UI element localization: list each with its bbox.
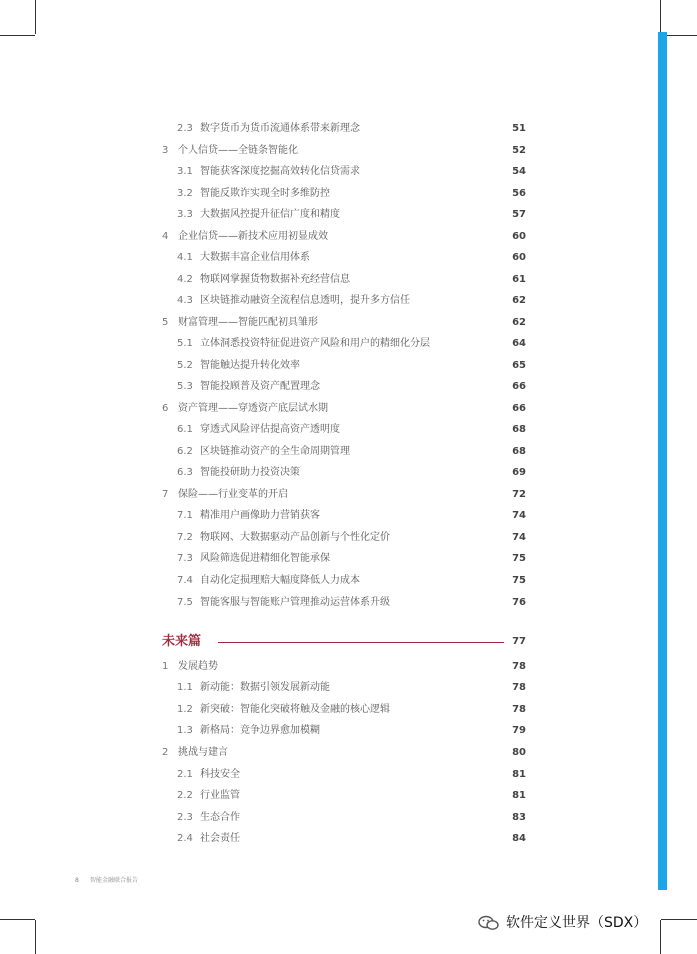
toc-row-number: 3.2 xyxy=(177,188,193,199)
toc-row-page: 66 xyxy=(512,381,526,392)
toc-row-page: 81 xyxy=(512,790,526,801)
toc-row-number: 5.1 xyxy=(177,338,193,349)
toc-row-title: 立体洞悉投资特征促进资产风险和用户的精细化分层 xyxy=(200,338,430,349)
toc-row-title: 财富管理——智能匹配初具雏形 xyxy=(178,317,318,328)
toc-row[interactable] xyxy=(0,379,697,395)
toc-row[interactable] xyxy=(0,336,697,352)
toc-row-number: 2.3 xyxy=(177,812,193,823)
toc-row[interactable] xyxy=(0,723,697,739)
toc-row-number: 7.4 xyxy=(177,575,193,586)
toc-row-title: 生态合作 xyxy=(200,812,240,823)
toc-row-page: 83 xyxy=(512,812,526,823)
toc-row[interactable] xyxy=(0,573,697,589)
toc-row-page: 74 xyxy=(512,532,526,543)
toc-row-number: 2.3 xyxy=(177,123,193,134)
toc-row-page: 78 xyxy=(512,682,526,693)
toc-row-page: 60 xyxy=(512,252,526,263)
toc-row[interactable] xyxy=(0,788,697,804)
toc-row-number: 6 xyxy=(162,403,169,414)
toc-row-number: 4.3 xyxy=(177,295,193,306)
toc-row-number: 7.5 xyxy=(177,597,193,608)
toc-row[interactable] xyxy=(0,659,697,675)
toc-row-title: 数字货币为货币流通体系带来新理念 xyxy=(200,123,360,134)
toc-row-number: 2.4 xyxy=(177,833,193,844)
toc-row-number: 4.2 xyxy=(177,274,193,285)
toc-row-number: 3 xyxy=(162,145,169,156)
toc-row-page: 66 xyxy=(512,403,526,414)
watermark-text: 软件定义世界（SDX） xyxy=(506,915,648,931)
toc-row-page: 84 xyxy=(512,833,526,844)
toc-row-page: 54 xyxy=(512,166,526,177)
toc-row-number: 7.1 xyxy=(177,510,193,521)
toc-row-title: 挑战与建言 xyxy=(178,747,228,758)
toc-row-title: 物联网、大数据驱动产品创新与个性化定价 xyxy=(200,532,390,543)
toc-row-page: 81 xyxy=(512,769,526,780)
toc-row[interactable] xyxy=(0,401,697,417)
toc-row[interactable] xyxy=(0,702,697,718)
toc-row[interactable] xyxy=(0,250,697,266)
toc-row-title: 区块链推动资产的全生命周期管理 xyxy=(200,446,350,457)
toc-row-title: 物联网掌握货物数据补充经营信息 xyxy=(200,274,350,285)
toc-row-page: 62 xyxy=(512,317,526,328)
toc-row[interactable] xyxy=(0,508,697,524)
toc-row[interactable] xyxy=(0,680,697,696)
toc-row-page: 64 xyxy=(512,338,526,349)
toc-row-number: 3.1 xyxy=(177,166,193,177)
toc-row-page: 74 xyxy=(512,510,526,521)
toc-row-page: 51 xyxy=(512,123,526,134)
toc-row-title: 智能投顾普及资产配置理念 xyxy=(200,381,320,392)
toc-row-page: 60 xyxy=(512,231,526,242)
footer-page-number: 8 xyxy=(75,877,79,884)
toc-row[interactable] xyxy=(0,422,697,438)
toc-row[interactable] xyxy=(0,272,697,288)
toc-row-title: 科技安全 xyxy=(200,769,240,780)
toc-row[interactable] xyxy=(0,121,697,137)
toc-row-number: 1.2 xyxy=(177,704,193,715)
toc-row-title: 行业监管 xyxy=(200,790,240,801)
toc-row-page: 68 xyxy=(512,424,526,435)
section-heading[interactable] xyxy=(162,632,532,652)
toc-row-title: 自动化定损理赔大幅度降低人力成本 xyxy=(200,575,360,586)
toc-row[interactable] xyxy=(0,810,697,826)
toc-row-number: 6.2 xyxy=(177,446,193,457)
toc-row-page: 61 xyxy=(512,274,526,285)
toc-row-page: 80 xyxy=(512,747,526,758)
toc-row-number: 2.1 xyxy=(177,769,193,780)
toc-row-title: 穿透式风险评估提高资产透明度 xyxy=(200,424,340,435)
toc-row-page: 78 xyxy=(512,661,526,672)
toc-row-title: 发展趋势 xyxy=(178,661,218,672)
toc-row-number: 5 xyxy=(162,317,169,328)
toc-row-title: 精准用户画像助力营销获客 xyxy=(200,510,320,521)
toc-row-number: 1.3 xyxy=(177,725,193,736)
toc-row[interactable] xyxy=(0,315,697,331)
toc-row-number: 4 xyxy=(162,231,169,242)
toc-row-page: 72 xyxy=(512,489,526,500)
toc-row-title: 个人信贷——全链条智能化 xyxy=(178,145,298,156)
toc-row-page: 52 xyxy=(512,145,526,156)
toc-row-title: 保险——行业变革的开启 xyxy=(178,489,288,500)
toc-row-title: 智能客服与智能账户管理推动运营体系升级 xyxy=(200,597,390,608)
toc-row[interactable] xyxy=(0,831,697,847)
toc-row-title: 智能反欺诈实现全时多维防控 xyxy=(200,188,330,199)
toc-row-title: 大数据风控提升征信广度和精度 xyxy=(200,209,340,220)
toc-row-page: 75 xyxy=(512,553,526,564)
toc-row-title: 新格局：竞争边界愈加模糊 xyxy=(200,725,320,736)
toc-row[interactable] xyxy=(0,487,697,503)
toc-row[interactable] xyxy=(0,164,697,180)
toc-row-number: 1.1 xyxy=(177,682,193,693)
toc-row-number: 2 xyxy=(162,747,169,758)
section-page: 77 xyxy=(512,636,526,647)
toc-row[interactable] xyxy=(0,293,697,309)
toc-row-title: 风险筛选促进精细化智能承保 xyxy=(200,553,330,564)
toc-row-title: 新突破：智能化突破将触及金融的核心逻辑 xyxy=(200,704,390,715)
toc-row-number: 2.2 xyxy=(177,790,193,801)
toc-row-page: 57 xyxy=(512,209,526,220)
toc-row-page: 62 xyxy=(512,295,526,306)
toc-row-number: 5.3 xyxy=(177,381,193,392)
toc-row-title: 社会责任 xyxy=(200,833,240,844)
toc-row[interactable] xyxy=(0,551,697,567)
toc-row-title: 资产管理——穿透资产底层试水期 xyxy=(178,403,328,414)
toc-row-title: 区块链推动融资全流程信息透明，提升多方信任 xyxy=(200,295,410,306)
toc-row[interactable] xyxy=(0,143,697,159)
toc-row-number: 4.1 xyxy=(177,252,193,263)
toc-row-page: 76 xyxy=(512,597,526,608)
toc-row-title: 企业信贷——新技术应用初显成效 xyxy=(178,231,328,242)
toc-row[interactable] xyxy=(0,745,697,761)
toc-row-number: 7 xyxy=(162,489,169,500)
toc-row-page: 68 xyxy=(512,446,526,457)
toc-row-number: 7.2 xyxy=(177,532,193,543)
footer-report-name: 智能金融联合报告 xyxy=(90,877,139,884)
toc-row[interactable] xyxy=(0,465,697,481)
toc-row[interactable] xyxy=(0,530,697,546)
toc-row-number: 6.3 xyxy=(177,467,193,478)
toc-row-page: 56 xyxy=(512,188,526,199)
toc-row-title: 智能触达提升转化效率 xyxy=(200,360,300,371)
toc-row-number: 1 xyxy=(162,661,169,672)
toc-row-page: 69 xyxy=(512,467,526,478)
toc-row-page: 75 xyxy=(512,575,526,586)
toc-row-number: 3.3 xyxy=(177,209,193,220)
toc-row[interactable] xyxy=(0,358,697,374)
toc-row-number: 5.2 xyxy=(177,360,193,371)
toc-row-title: 新动能：数据引领发展新动能 xyxy=(200,682,330,693)
toc-row-number: 6.1 xyxy=(177,424,193,435)
toc-row-title: 大数据丰富企业信用体系 xyxy=(200,252,310,263)
toc-row-page: 79 xyxy=(512,725,526,736)
toc-row[interactable] xyxy=(0,767,697,783)
toc-row-number: 7.3 xyxy=(177,553,193,564)
toc-row-title: 智能投研助力投资决策 xyxy=(200,467,300,478)
section-divider xyxy=(218,642,504,643)
wechat-icon xyxy=(478,915,500,931)
toc-row-page: 78 xyxy=(512,704,526,715)
toc-row[interactable] xyxy=(0,207,697,223)
toc-row[interactable] xyxy=(0,186,697,202)
toc-row[interactable] xyxy=(0,595,697,611)
section-title: 未来篇 xyxy=(162,634,202,649)
toc-row-page: 65 xyxy=(512,360,526,371)
toc-row[interactable] xyxy=(0,229,697,245)
toc-row[interactable] xyxy=(0,444,697,460)
toc-row-title: 智能获客深度挖掘高效转化信贷需求 xyxy=(200,166,360,177)
